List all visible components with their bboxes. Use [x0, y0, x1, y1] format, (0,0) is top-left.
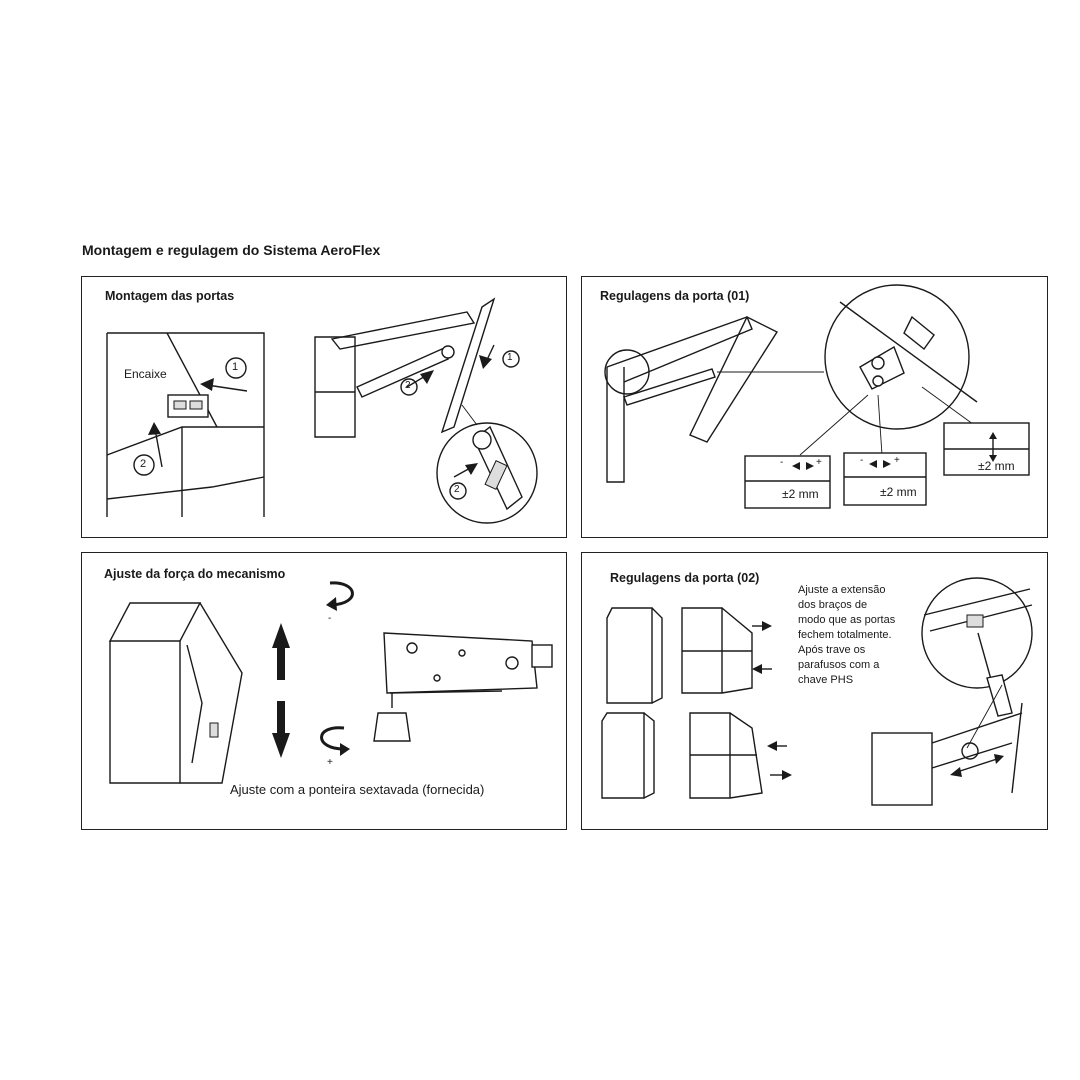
minus-sign: -	[328, 613, 332, 624]
page-title: Montagem e regulagem do Sistema AeroFlex	[82, 242, 381, 258]
instructions-text	[798, 583, 895, 688]
instruction-line: dos braços de	[798, 599, 868, 611]
plus-sign: +	[327, 757, 333, 768]
instruction-line: fechem totalmente.	[798, 629, 892, 641]
adjust-label-1: ±2 mm	[782, 487, 819, 501]
panel-regulagens-02	[581, 552, 1048, 830]
panel-title: Montagem das portas	[105, 289, 235, 303]
minus-sign: -	[860, 455, 864, 466]
panel-regulagens-01	[581, 276, 1048, 538]
minus-sign: -	[780, 457, 784, 468]
step-1-marker: 1	[232, 361, 239, 373]
step-2-marker: 2	[140, 458, 147, 470]
instruction-line: Ajuste a extensão	[798, 584, 886, 596]
panel-title: Ajuste da força do mecanismo	[104, 567, 286, 581]
encaixe-label: Encaixe	[124, 367, 167, 381]
caption-hex-tip: Ajuste com a ponteira sextavada (fornecida)	[230, 782, 485, 797]
instruction-line: chave PHS	[798, 674, 854, 686]
panel-title: Regulagens da porta (01)	[600, 289, 750, 303]
step-2-marker-zoom: 2	[454, 484, 460, 495]
panel-title: Regulagens da porta (02)	[610, 571, 760, 585]
step-1-marker-arm: 1	[507, 352, 513, 363]
instruction-line: parafusos com a	[798, 659, 880, 671]
panel-montagem-portas	[81, 276, 567, 538]
plus-sign: +	[816, 457, 822, 468]
adjust-label-2: ±2 mm	[880, 485, 917, 499]
door-mounting-illustration	[82, 277, 568, 539]
plus-sign: +	[894, 455, 900, 466]
instruction-line: modo que as portas	[798, 614, 896, 626]
adjust-label-3: ±2 mm	[978, 459, 1015, 473]
instruction-line: Após trave os	[798, 644, 866, 656]
step-2-marker-arm: 2	[405, 380, 411, 391]
panel-ajuste-forca	[81, 552, 567, 830]
